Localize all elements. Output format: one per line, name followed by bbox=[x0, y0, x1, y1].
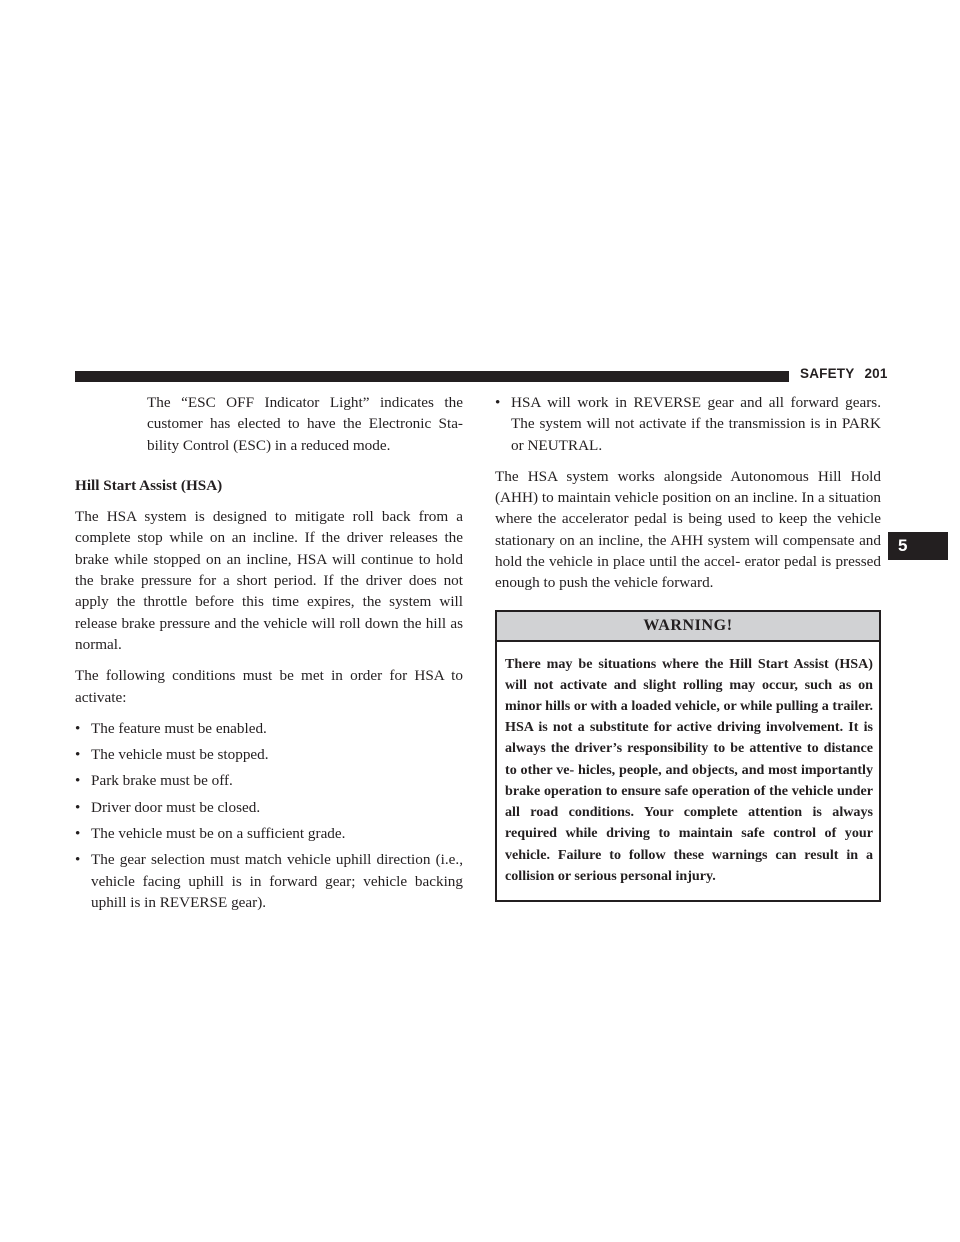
bullet-icon: • bbox=[75, 851, 81, 869]
warning-box bbox=[495, 610, 881, 902]
left-column bbox=[75, 392, 463, 918]
header-rule bbox=[75, 371, 789, 382]
list-item: • Park brake must be off. bbox=[75, 770, 463, 791]
bullet-icon: • bbox=[75, 719, 81, 737]
conditions-list bbox=[75, 718, 463, 913]
gear-list bbox=[495, 392, 881, 456]
bullet-icon: • bbox=[495, 394, 501, 411]
hsa-description: The HSA system is designed to mitigate roll back from a complete stop while on an incline. If the driver releases the brake while stopped on an incline, HSA will continue to hold the brake pressure for a short period. If the driver does not apply the throttle before this time expires, the system will release brake pressure and the vehicle will roll down the hill as normal. bbox=[75, 508, 463, 653]
list-item: • The gear selection must match vehicle uphill direction (i.e., vehicle facing uphill is in forward gear; vehicle backing uphill is in REVERSE gear). bbox=[75, 851, 463, 911]
list-item: • The feature must be enabled. bbox=[75, 718, 463, 739]
list-item: • HSA will work in REVERSE gear and all forward gears. The system will not activate if the transmission is in PARK or NEUTRAL. bbox=[495, 394, 881, 454]
section-title: SAFETY bbox=[800, 366, 855, 381]
esc-indicator-note: The “ESC OFF Indicator Light” indicates the customer has elected to have the Electronic Sta- bility Control (ESC) in a reduced mode. bbox=[147, 394, 463, 454]
section-heading: Hill Start Assist (HSA) bbox=[75, 476, 223, 494]
running-header bbox=[800, 366, 888, 381]
chapter-tab: 5 bbox=[888, 532, 948, 560]
warning-body: There may be situations where the Hill Start Assist (HSA) will not activate and slight rolling may occur, such as on minor hills or with a loaded vehicle, or while pulling a trailer. HSA is not a substitute for active driving involvement. It is always the driver’s responsibility to be attentive to distance to other ve- hicles, people, and objects, and most importantly brake operation to ensure safe operation of the vehicle under all road conditions. Your complete attention is always required while driving to maintain safe control of your vehicle. Failure to follow these warnings can result in a collision or serious personal injury. bbox=[505, 655, 873, 884]
list-item: • The vehicle must be on a sufficient grade. bbox=[75, 823, 463, 844]
bullet-icon: • bbox=[75, 825, 81, 843]
list-item: • Driver door must be closed. bbox=[75, 797, 463, 818]
warning-title: WARNING! bbox=[497, 612, 879, 642]
bullet-icon: • bbox=[75, 746, 81, 764]
right-column bbox=[495, 392, 881, 902]
ahh-description: The HSA system works alongside Autonomous Hill Hold (AHH) to maintain vehicle position on an incline. In a situation where the accelerator pedal is being used to keep the vehicle stationary on an incline, the AHH system will compensate and hold the vehicle in place until the accel- erator pedal is pressed enough to push the vehicle forward. bbox=[495, 467, 881, 592]
list-item: • The vehicle must be stopped. bbox=[75, 744, 463, 765]
bullet-icon: • bbox=[75, 798, 81, 816]
page-number: 201 bbox=[864, 366, 888, 381]
conditions-intro: The following conditions must be met in order for HSA to activate: bbox=[75, 667, 463, 706]
bullet-icon: • bbox=[75, 772, 81, 790]
